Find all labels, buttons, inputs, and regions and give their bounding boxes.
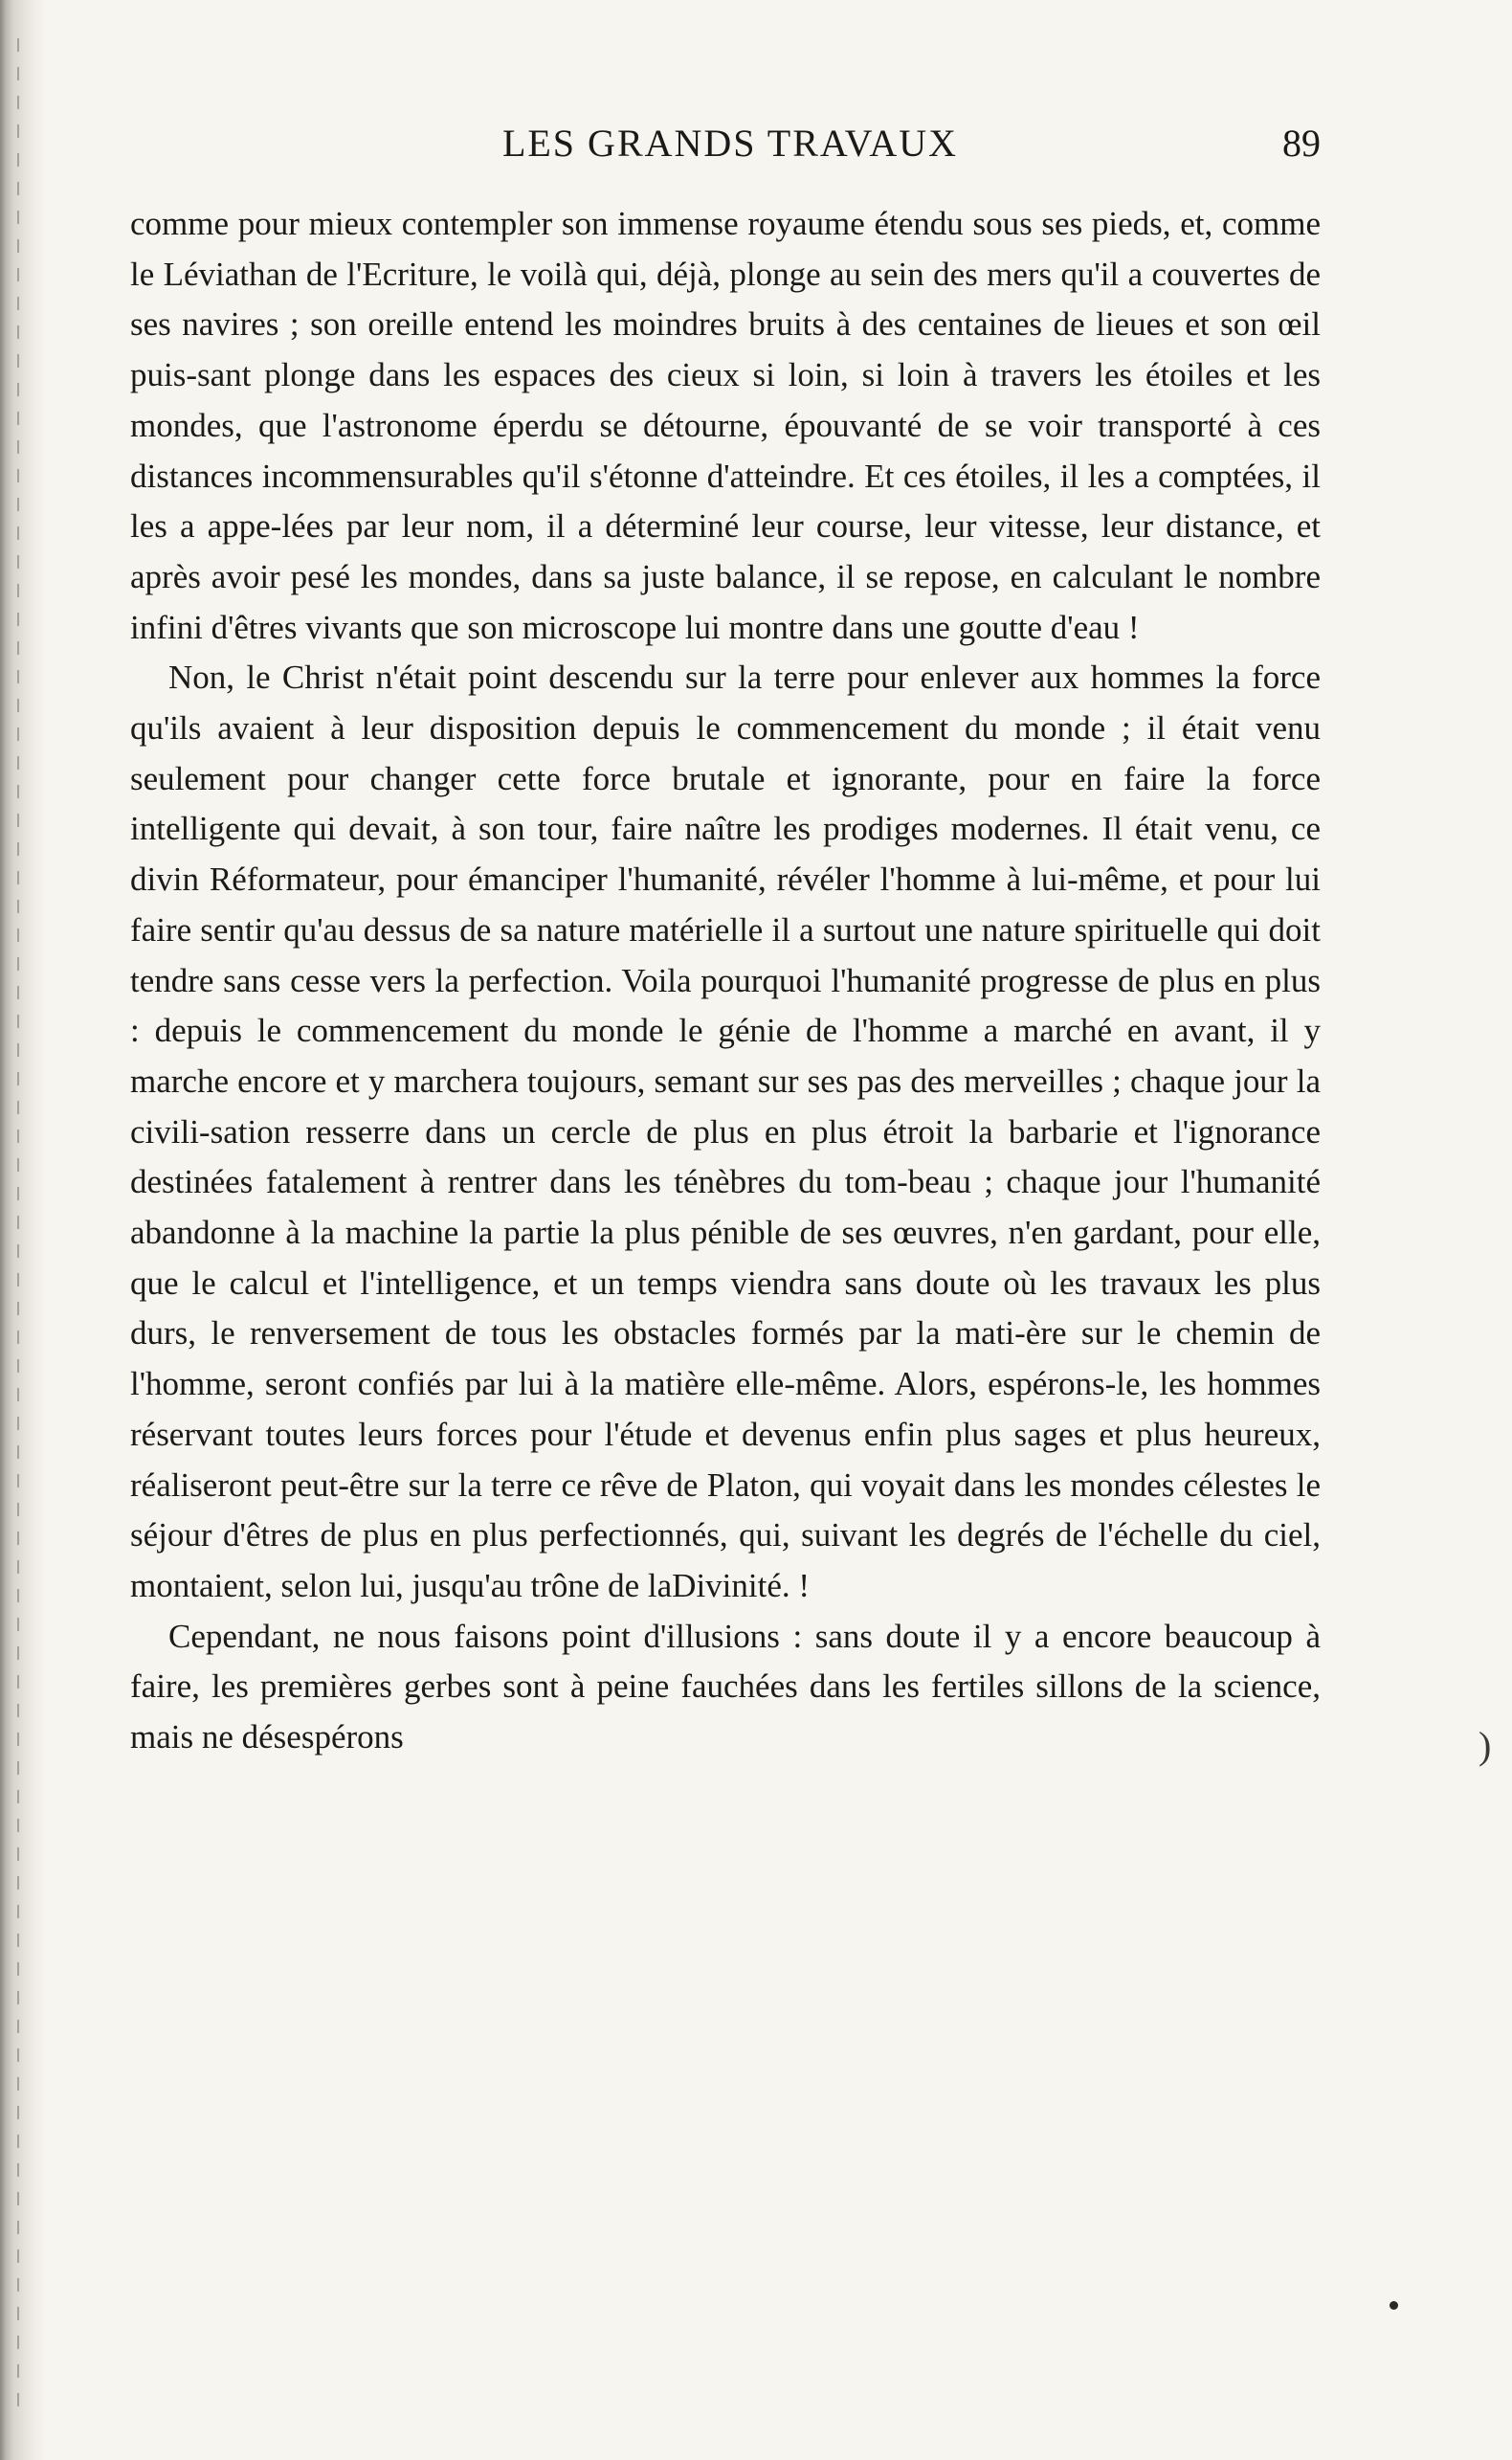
page-number: 89 xyxy=(1282,122,1321,165)
margin-mark: ) xyxy=(1479,1724,1492,1767)
running-title: LES GRANDS TRAVAUX xyxy=(501,122,959,165)
body-text xyxy=(130,199,1321,1763)
page-edge-shadow xyxy=(0,0,46,2460)
paragraph-2: Non, le Christ n'était point descendu sur la terre pour enlever aux hommes la force qu'ils avaient à leur disposition depuis le commencement du monde ; il était venu seulement pour changer cette force brutale et ignorante, pour en faire la force intelligente qui devait, à son tour, faire naître les prodiges modernes. Il était venu, ce divin Réformateur, pour émanciper l'humanité, révéler l'homme à lui-même, et pour lui faire sentir qu'au dessus de sa nature matérielle il a surtout une nature spirituelle qui doit tendre sans cesse vers la perfection. Voila pourquoi l'humanité progresse de plus en plus : depuis le commencement du monde le génie de l'homme a marché en avant, il y marche encore et y marchera toujours, semant sur ses pas des merveilles ; chaque jour la civili-sation resserre dans un cercle de plus en plus étroit la barbarie et l'ignorance destinées fatalement à rentrer dans les ténèbres du tom-beau ; chaque jour l'humanité abandonne à la machine la partie la plus pénible de ses œuvres, n'en gardant, pour elle, que le calcul et l'intelligence, et un temps viendra sans doute où les travaux les plus durs, le renversement de tous les obstacles formés par la mati-ère sur le chemin de l'homme, seront confiés par lui à la matière elle-même. Alors, espérons-le, les hommes réservant toutes leurs forces pour l'étude et devenus enfin plus sages et plus heureux, réaliseront peut-être sur la terre ce rêve de Platon, qui voyait dans les mondes célestes le séjour d'êtres de plus en plus perfectionnés, qui, suivant les degrés de l'échelle du ciel, montaient, selon lui, jusqu'au trône de laDivinité. ! xyxy=(130,659,1321,1604)
paragraph-1: comme pour mieux contempler son immense royaume étendu sous ses pieds, et, comme le Léviathan de l'Ecriture, le voilà qui, déjà, plonge au sein des mers qu'il a couvertes de ses navires ; son oreille entend les moindres bruits à des centaines de lieues et son œil puis-sant plonge dans les espaces des cieux si loin, si loin à travers les étoiles et les mondes, que l'astronome éperdu se détourne, épouvanté de se voir transporté à ces distances incommensurables qu'il s'étonne d'atteindre. Et ces étoiles, il les a comptées, il les a appe-lées par leur nom, il a déterminé leur course, leur vitesse, leur distance, et après avoir pesé les mondes, dans sa juste balance, il se repose, en calculant le nombre infini d'êtres vivants que son microscope lui montre dans une goutte d'eau ! xyxy=(130,205,1321,646)
ink-speck xyxy=(1390,2301,1398,2310)
paragraph-3: Cependant, ne nous faisons point d'illusions : sans doute il y a encore beaucoup à faire, les premières gerbes sont à peine fauchées dans les fertiles sillons de la science, mais ne désespérons xyxy=(130,1617,1321,1756)
page-header xyxy=(130,117,1330,174)
